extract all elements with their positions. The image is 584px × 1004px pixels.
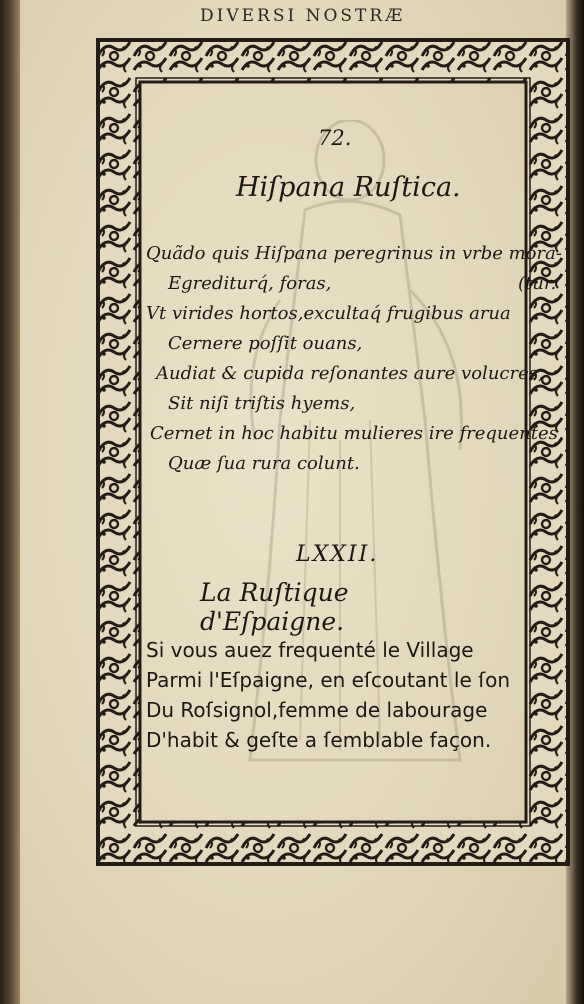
french-line: Parmi l'Eſpaigne, en eſcoutant le ſon (146, 668, 511, 692)
latin-title: Hiſpana Ruſtica. (236, 172, 461, 203)
latin-line: Cernet in hoc habitu mulieres ire frequentes, (150, 423, 564, 444)
french-line: Si vous auez frequenté le Village (146, 638, 474, 662)
french-line: Du Roſsignol,femme de labourage (146, 698, 488, 722)
left-binding-shadow (0, 0, 20, 1004)
latin-line: Sit niſi triſtis hyems, (168, 393, 356, 414)
latin-line: Audiat & cupida reſonantes aure volucres, (156, 363, 544, 384)
page-number: 72. (318, 126, 352, 150)
catchword-turnover: (tur. (518, 273, 557, 294)
latin-line: Vt virides hortos,excultaq́ frugibus arua (146, 303, 511, 324)
latin-line: Quæ ſua rura colunt. (168, 453, 360, 474)
latin-line: Egrediturq́, foras, (168, 273, 332, 294)
french-title: La Ruſtique d'Eſpaigne. (200, 578, 349, 636)
latin-line: Quãdo quis Hiſpana peregrinus in vrbe mora- (146, 243, 562, 264)
french-line: D'habit & geſte a ſemblable façon. (146, 728, 492, 752)
latin-line: Cernere poſſit ouans, (168, 333, 363, 354)
plate-numeral: LXXII. (296, 542, 379, 567)
running-head: DIVERSI NOSTRÆ (200, 6, 406, 26)
